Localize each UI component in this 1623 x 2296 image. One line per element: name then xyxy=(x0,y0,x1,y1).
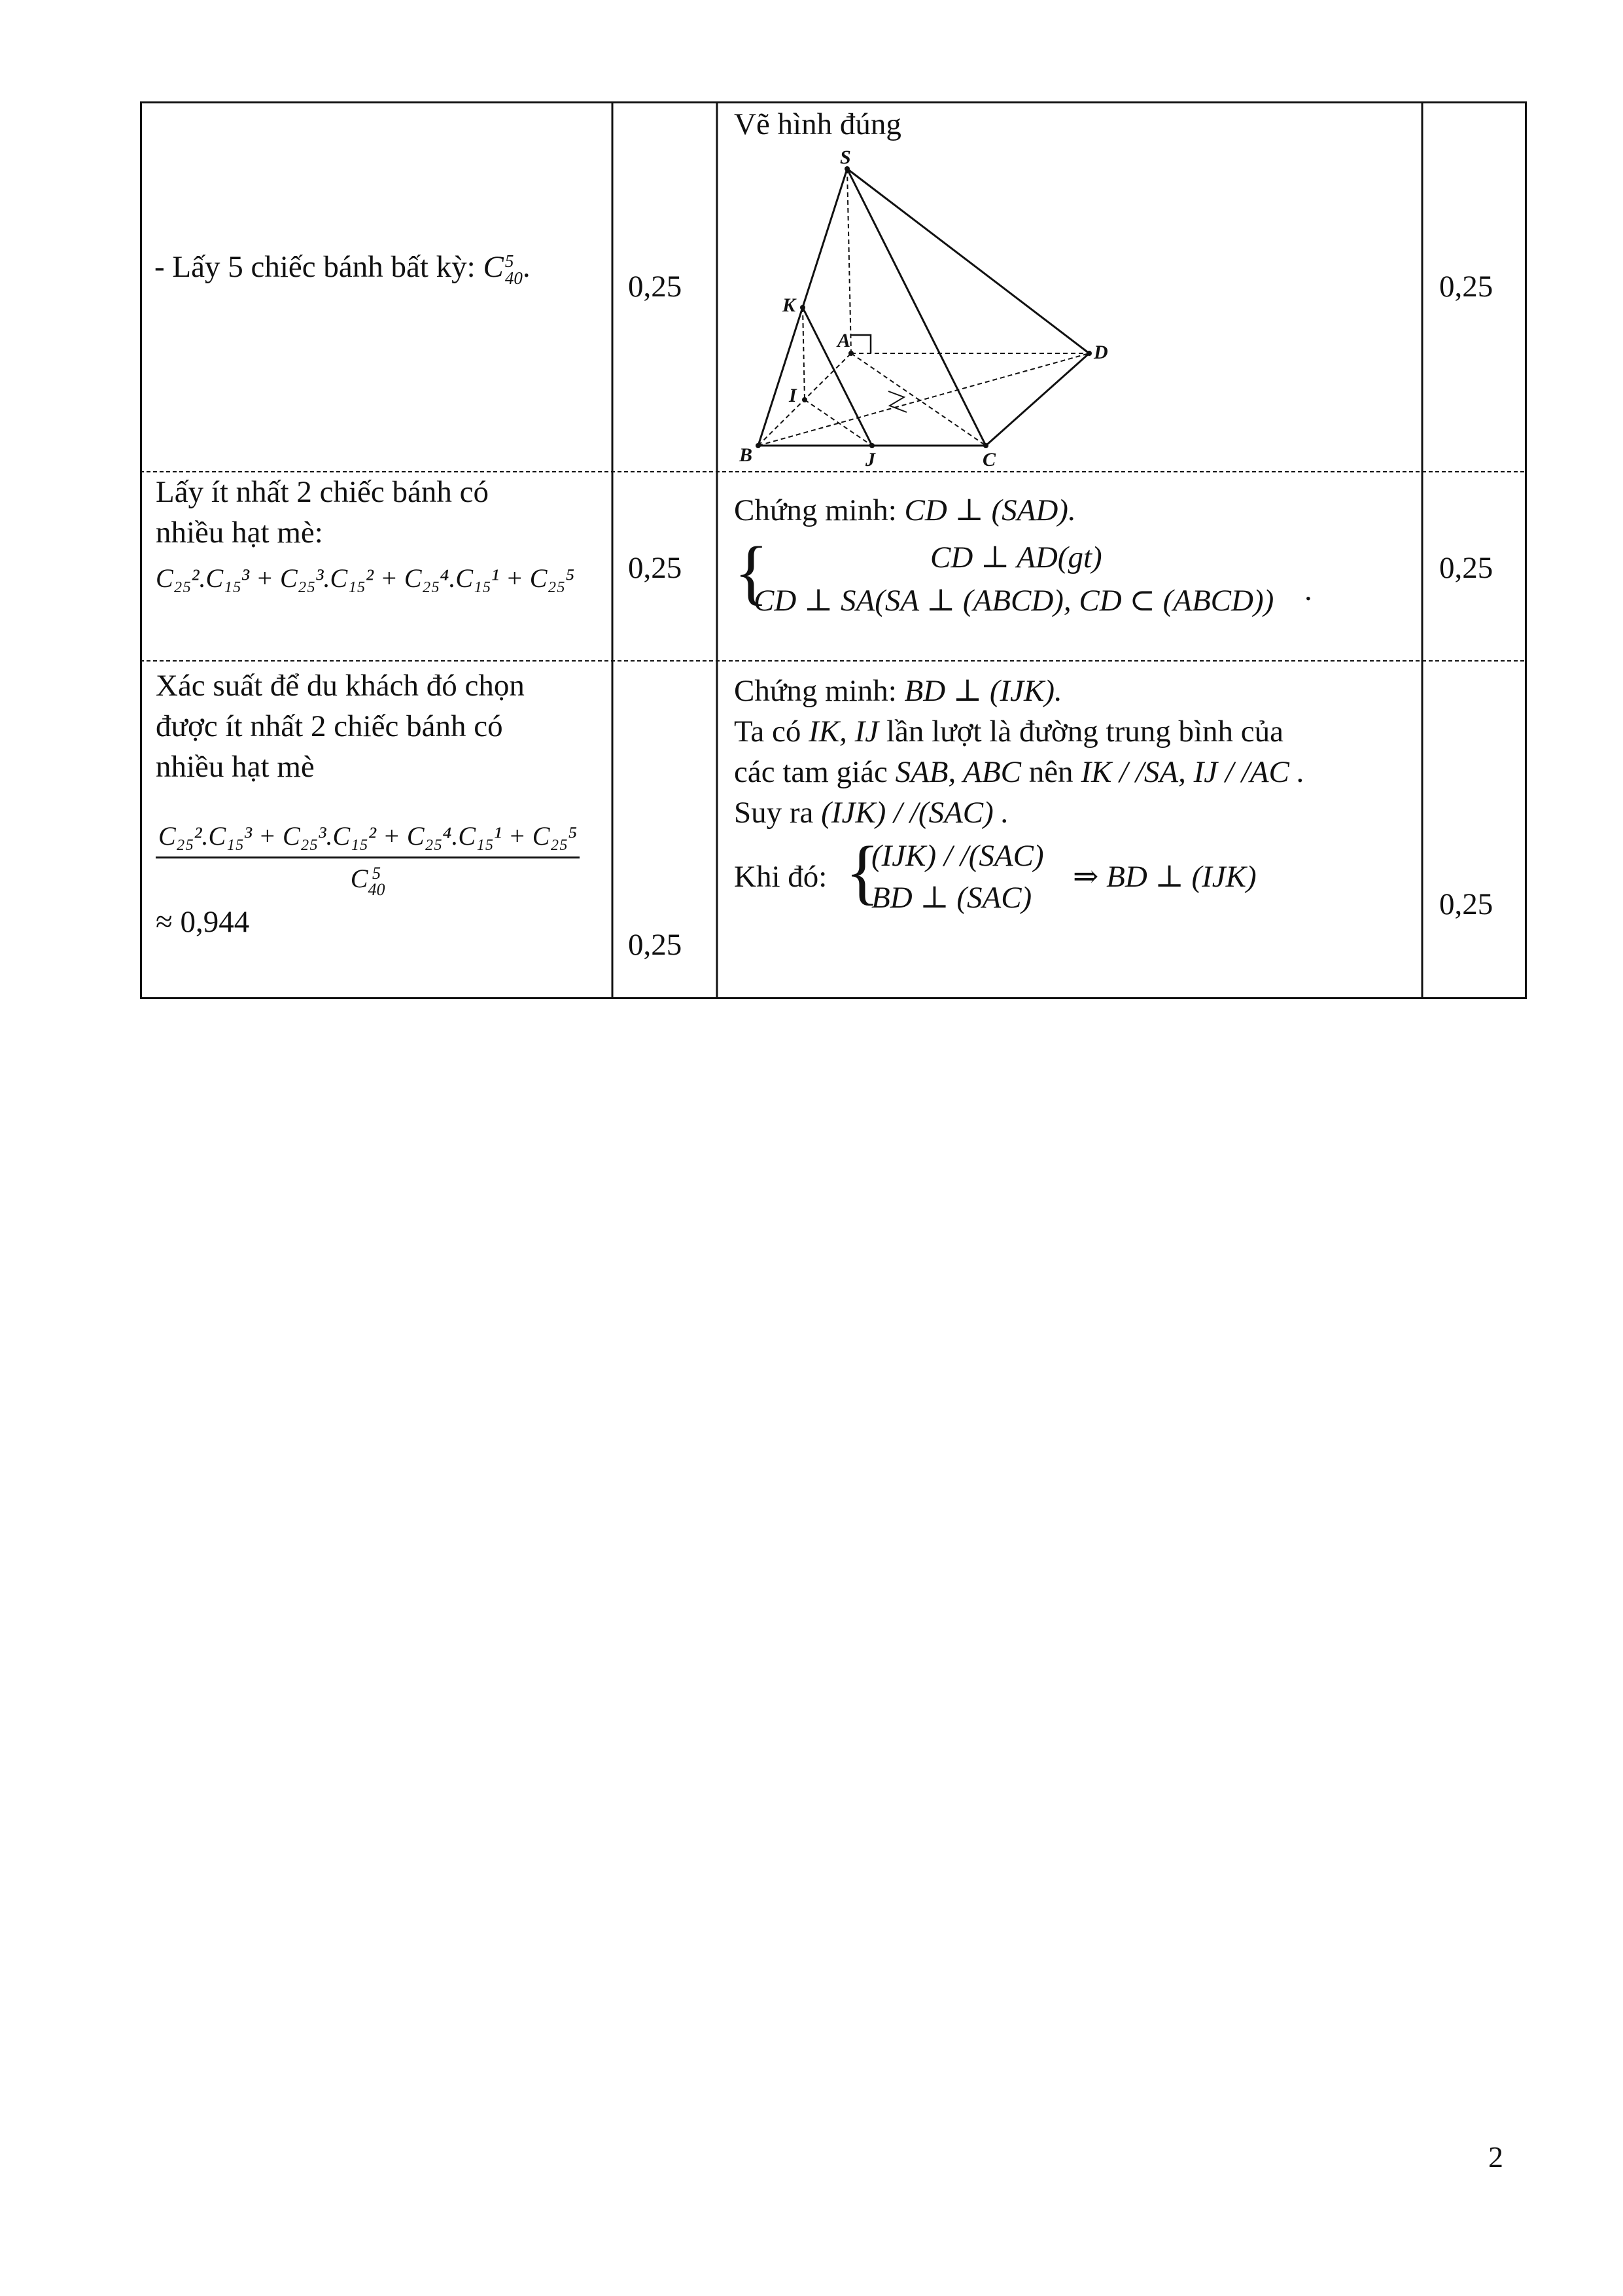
row3-left-line2: được ít nhất 2 chiếc bánh có xyxy=(156,709,503,743)
row3-approx-value: ≈ 0,944 xyxy=(156,904,250,939)
row3-right: Chứng minh: BD ⊥ (IJK). Ta có IK, IJ lần lượt là đường trung bình của các tam giác SAB, ABC nên IK / /SA, IJ / /AC . Suy ra (IJK) / /(SAC) . Khi đó: { (IJK) / /(SAC) BD ⊥ (SAC) ⇒ BD ⊥ (IJK) xyxy=(734,674,1305,915)
row2-left-line1: Lấy ít nhất 2 chiếc bánh có xyxy=(156,475,489,509)
answer-table xyxy=(140,101,1527,999)
row2-left xyxy=(156,472,607,599)
row1-left-text: - Lấy 5 chiếc bánh bất kỳ: xyxy=(154,250,476,284)
row1-right-title: Vẽ hình đúng xyxy=(734,107,901,141)
row2-left-score: 0,25 xyxy=(628,551,682,585)
label-C: C xyxy=(983,449,996,470)
label-J: J xyxy=(865,449,875,470)
label-B: B xyxy=(739,444,753,466)
row2-right: Chứng minh: CD ⊥ (SAD). { CD ⊥ AD(gt) CD ⊥ SA(SA ⊥ (ABCD), CD ⊂ (ABCD)) . xyxy=(734,490,1414,622)
row2-right-score: 0,25 xyxy=(1439,551,1493,585)
row3-left-line1: Xác suất để du khách đó chọn xyxy=(156,669,525,703)
label-K: K xyxy=(782,294,796,316)
row2-system-line1: CD ⊥ AD(gt) xyxy=(930,540,1102,574)
row1-left: - Lấy 5 chiếc bánh bất kỳ: C 5 40 . xyxy=(154,247,531,287)
label-D: D xyxy=(1094,342,1108,363)
row3-left-line3: nhiều hạt mè xyxy=(156,750,315,784)
row3-left xyxy=(156,665,607,942)
row2-right-lead: Chứng minh: xyxy=(734,493,897,527)
row1-right-score: 0,25 xyxy=(1439,270,1493,304)
label-I: I xyxy=(789,385,797,406)
row3-left-score: 0,25 xyxy=(628,928,682,962)
row2-right-claim: CD ⊥ (SAD). xyxy=(904,493,1076,527)
page-number: 2 xyxy=(1488,2140,1503,2174)
row2-left-line2: nhiều hạt mè: xyxy=(156,516,323,550)
row3-right-score: 0,25 xyxy=(1439,887,1493,921)
row2-system-brace: { xyxy=(734,532,769,612)
row3-probability-fraction: C₂₅².C₁₅³ + C₂₅³.C₁₅² + C₂₅⁴.C₁₅¹ + C₂₅⁵ C 5 40 xyxy=(156,820,580,898)
row1-combination: C 5 40 xyxy=(483,250,523,289)
row1-left-score: 0,25 xyxy=(628,270,682,304)
pyramid-drawing xyxy=(720,131,1178,497)
row3-system-brace: { xyxy=(845,832,880,911)
label-A: A xyxy=(837,330,851,351)
row2-left-expression: C₂₅².C₁₅³ + C₂₅³.C₁₅² + C₂₅⁴.C₁₅¹ + C₂₅⁵ xyxy=(156,563,575,593)
row2-system-line2: CD ⊥ SA(SA ⊥ (ABCD), CD ⊂ (ABCD)) xyxy=(754,584,1274,618)
label-S: S xyxy=(840,147,851,168)
